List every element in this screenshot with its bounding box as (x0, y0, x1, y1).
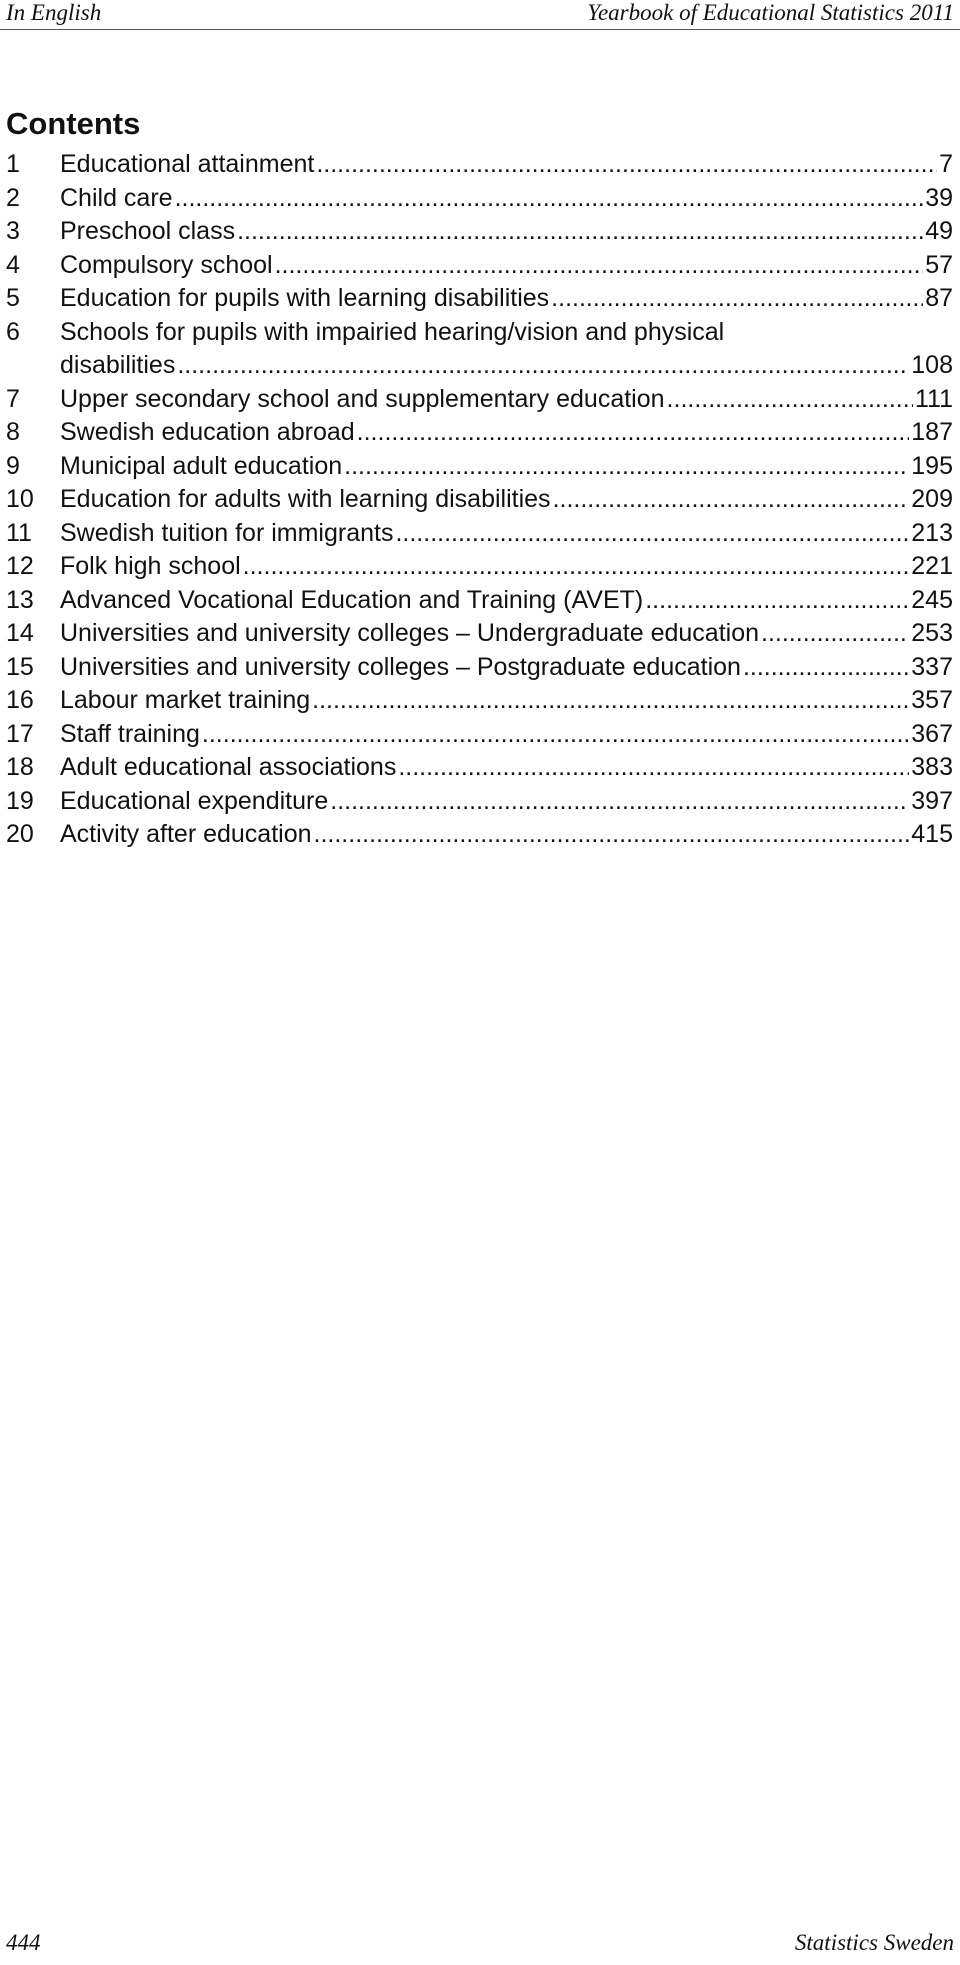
toc-entry-2[interactable] (6, 184, 953, 218)
toc-entry-16[interactable] (6, 686, 953, 720)
toc-entry-18[interactable] (6, 753, 953, 787)
toc-entry-13[interactable] (6, 586, 953, 620)
toc-entry-title: Swedish tuition for immigrants (60, 518, 394, 547)
toc-dot-leader (175, 184, 924, 213)
toc-entry-title: Adult educational associations (60, 753, 397, 781)
toc-entry-page: 7 (939, 150, 953, 178)
toc-dot-leader (330, 787, 909, 816)
toc-entry-4[interactable] (6, 251, 953, 285)
toc-entry-6[interactable] (6, 318, 953, 352)
toc-dot-leader (344, 452, 909, 481)
toc-dot-leader (177, 351, 909, 380)
toc-entry-title: Swedish education abroad (60, 418, 355, 446)
toc-dot-leader (314, 820, 910, 849)
toc-dot-leader (312, 686, 909, 715)
toc-dot-leader (243, 552, 910, 581)
footer-page-number: 444 (6, 1930, 41, 1955)
toc-entry-page: 357 (911, 686, 953, 714)
toc-entry-number: 15 (6, 652, 34, 681)
header-section-label: In English (6, 0, 102, 25)
toc-dot-leader (743, 653, 909, 682)
toc-dot-leader (551, 284, 923, 313)
toc-dot-leader (202, 720, 909, 749)
toc-entry-title: Folk high school (60, 552, 241, 580)
toc-entry-20[interactable] (6, 820, 953, 854)
toc-dot-leader (553, 485, 910, 514)
toc-entry-title: Advanced Vocational Education and Training (AVET) (60, 585, 644, 614)
toc-entry-page: 253 (911, 619, 953, 647)
toc-entry-19[interactable] (6, 787, 953, 821)
toc-entry-12[interactable] (6, 552, 953, 586)
toc-entry-title: Labour market training (60, 686, 311, 714)
toc-entry-number: 18 (6, 753, 34, 781)
toc-entry-7[interactable] (6, 385, 953, 419)
table-of-contents (6, 150, 953, 854)
running-header (0, 0, 960, 30)
toc-dot-leader (357, 418, 910, 447)
toc-entry-page: 221 (911, 552, 953, 580)
toc-entry-title: Universities and university colleges – Postgraduate education (60, 652, 741, 681)
toc-dot-leader (667, 385, 913, 414)
toc-entry-page: 57 (925, 250, 953, 279)
toc-entry-title: Preschool class (60, 217, 236, 245)
toc-entry-6-continuation[interactable] (6, 351, 953, 385)
footer-publisher: Statistics Sweden (794, 1930, 954, 1955)
toc-entry-title-continuation: disabilities (60, 351, 176, 379)
toc-entry-page: 39 (925, 183, 953, 212)
toc-entry-14[interactable] (6, 619, 953, 653)
toc-entry-number: 6 (6, 317, 20, 346)
toc-entry-9[interactable] (6, 452, 953, 486)
toc-dot-leader (316, 150, 937, 179)
toc-entry-page: 337 (911, 652, 953, 681)
toc-entry-title: Schools for pupils with impairied hearing/vision and physical (60, 317, 725, 346)
toc-entry-number: 20 (6, 820, 34, 848)
toc-entry-number: 16 (6, 686, 34, 714)
toc-entry-number: 13 (6, 585, 34, 614)
toc-entry-page: 245 (911, 585, 953, 614)
toc-entry-page: 111 (914, 384, 953, 413)
toc-entry-10[interactable] (6, 485, 953, 519)
toc-entry-number: 7 (6, 384, 20, 413)
toc-entry-number: 12 (6, 552, 34, 580)
toc-entry-page: 397 (911, 786, 953, 815)
header-publication-title: Yearbook of Educational Statistics 2011 (587, 0, 954, 25)
toc-entry-5[interactable] (6, 284, 953, 318)
toc-entry-17[interactable] (6, 720, 953, 754)
toc-entry-page: 367 (911, 719, 953, 748)
toc-entry-11[interactable] (6, 519, 953, 553)
toc-entry-3[interactable] (6, 217, 953, 251)
toc-entry-page: 209 (911, 485, 953, 513)
toc-entry-number: 17 (6, 719, 34, 748)
toc-entry-title: Educational expenditure (60, 786, 329, 815)
toc-entry-number: 11 (6, 518, 32, 547)
toc-entry-number: 2 (6, 183, 20, 212)
toc-entry-number: 14 (6, 619, 34, 647)
toc-dot-leader (275, 251, 924, 280)
toc-dot-leader (395, 519, 909, 548)
toc-entry-15[interactable] (6, 653, 953, 687)
toc-entry-title: Upper secondary school and supplementary education (60, 384, 665, 413)
toc-entry-number: 19 (6, 786, 34, 815)
toc-entry-number: 4 (6, 250, 20, 279)
toc-entry-title: Activity after education (60, 820, 312, 848)
toc-entry-8[interactable] (6, 418, 953, 452)
toc-entry-title: Education for pupils with learning disabilities (60, 284, 550, 312)
page-title: Contents (6, 106, 141, 141)
toc-entry-number: 8 (6, 418, 20, 446)
toc-entry-page: 187 (911, 418, 953, 446)
toc-dot-leader (761, 619, 909, 648)
toc-entry-title: Compulsory school (60, 250, 273, 279)
toc-dot-leader (645, 586, 909, 615)
toc-entry-1[interactable] (6, 150, 953, 184)
toc-dot-leader (237, 217, 923, 246)
toc-entry-number: 1 (6, 150, 20, 178)
toc-entry-title: Municipal adult education (60, 451, 343, 480)
toc-entry-number: 3 (6, 217, 20, 245)
toc-entry-page: 108 (911, 351, 953, 379)
toc-entry-title: Staff training (60, 719, 200, 748)
toc-entry-page: 87 (925, 284, 953, 312)
toc-entry-title: Education for adults with learning disabilities (60, 485, 551, 513)
toc-entry-title: Universities and university colleges – Undergraduate education (60, 619, 760, 647)
toc-entry-number: 9 (6, 451, 20, 480)
toc-entry-page: 213 (911, 518, 953, 547)
toc-entry-page: 383 (911, 753, 953, 781)
toc-entry-number: 10 (6, 485, 34, 513)
running-footer (0, 1930, 960, 1965)
toc-entry-page: 415 (911, 820, 953, 848)
toc-entry-title: Child care (60, 183, 173, 212)
toc-entry-page: 49 (925, 217, 953, 245)
toc-dot-leader (398, 753, 909, 782)
toc-entry-number: 5 (6, 284, 20, 312)
toc-entry-page: 195 (911, 451, 953, 480)
toc-entry-title: Educational attainment (60, 150, 315, 178)
